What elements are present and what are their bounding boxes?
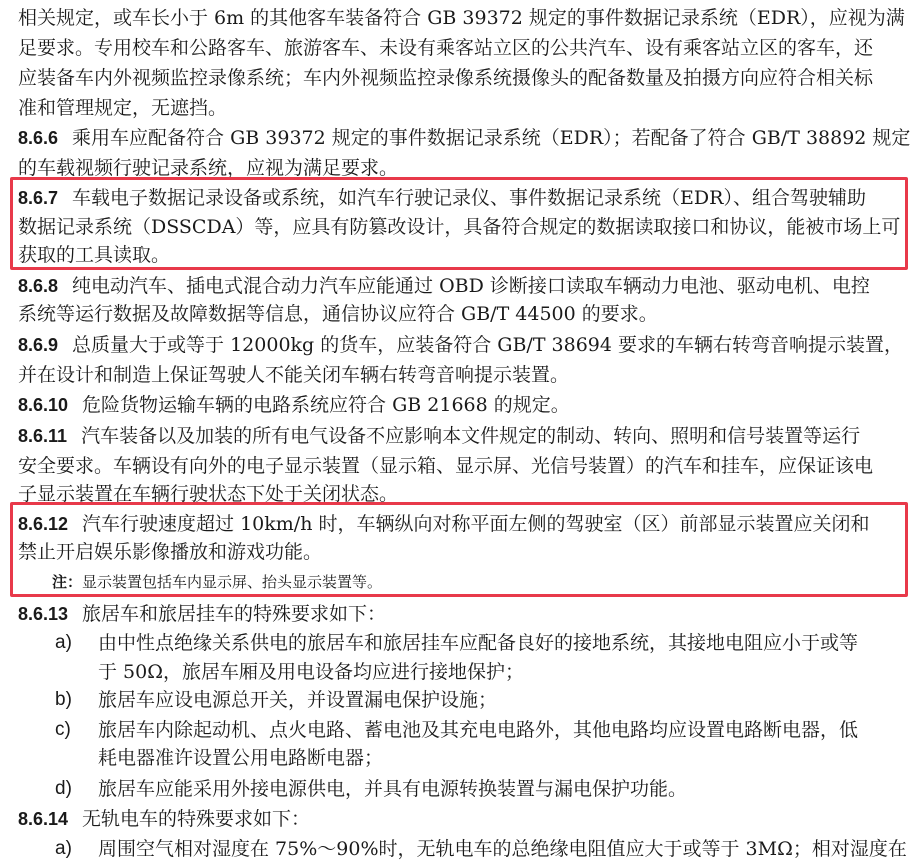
list-item-text: 耗电器准许设置公用电路断电器；: [98, 747, 384, 769]
clause-text: 无轨电车的特殊要求如下：: [82, 808, 311, 830]
list-item-text: 周围空气相对湿度在 75%～90%时，无轨电车的总绝缘电阻值应大于或等于 3MΩ；相对湿度在: [98, 838, 907, 860]
list-marker: d): [55, 778, 72, 799]
text-line: 准和管理规定，无遮挡。: [18, 97, 228, 119]
list-item-text: 由中性点绝缘关系供电的旅居车和旅居挂车应配备良好的接地系统，其接地电阻应小于或等: [98, 632, 859, 654]
clause-number: 8.6.10: [18, 395, 69, 415]
text-line: 禁止开启娱乐影像播放和游戏功能。: [18, 541, 323, 563]
list-marker: b): [55, 689, 72, 710]
text-line: 数据记录系统（DSSCDA）等，应具有防篡改设计，具备符合规定的数据读取接口和协议，能被市场上可: [18, 216, 901, 238]
clause-8-6-6: [18, 126, 910, 150]
text-line: 应装备车内外视频监控录像系统；车内外视频监控录像系统摄像头的配备数量及拍摄方向应符合相关标: [18, 67, 874, 89]
note-text: 显示装置包括车内显示屏、抬头显示装置等。: [82, 573, 383, 591]
clause-8-6-12: [18, 512, 869, 536]
list-marker: a): [55, 838, 72, 859]
clause-text: 汽车行驶速度超过 10km/h 时，车辆纵向对称平面左侧的驾驶室（区）前部显示装置应关闭和: [82, 513, 870, 535]
clause-text: 乘用车应配备符合 GB 39372 规定的事件数据记录系统（EDR）；若配备了符合 GB/T 38892 规定: [72, 127, 911, 149]
text-line: 安全要求。车辆设有向外的电子显示装置（显示箱、显示屏、光信号装置）的汽车和挂车，应保证该电: [18, 455, 874, 477]
clause-8-6-13: [18, 602, 386, 626]
text-line: 子显示装置在车辆行驶状态下处于关闭状态。: [18, 483, 399, 505]
note: [52, 572, 382, 592]
clause-number: 8.6.9: [18, 335, 59, 355]
list-marker: a): [55, 632, 72, 653]
clause-text: 旅居车和旅居挂车的特殊要求如下：: [82, 603, 387, 625]
list-item-text: 旅居车应设电源总开关，并设置漏电保护设施；: [98, 689, 498, 711]
clause-text: 危险货物运输车辆的电路系统应符合 GB 21668 的规定。: [82, 394, 570, 416]
clause-number: 8.6.12: [18, 514, 69, 534]
clause-text: 纯电动汽车、插电式混合动力汽车应能通过 OBD 诊断接口读取车辆动力电池、驱动电机、电控: [72, 275, 870, 297]
clause-number: 8.6.13: [18, 604, 69, 624]
clause-number: 8.6.6: [18, 128, 59, 148]
clause-8-6-11: [18, 424, 860, 448]
clause-number: 8.6.7: [18, 188, 59, 208]
clause-8-6-14: [18, 807, 310, 831]
note-label: 注：: [52, 573, 83, 591]
clause-number: 8.6.8: [18, 276, 59, 296]
clause-number: 8.6.11: [18, 426, 68, 446]
text-line: 系统等运行数据及故障数据等信息，通信协议应符合 GB/T 44500 的要求。: [18, 303, 658, 325]
list-item-text: 于 50Ω，旅居车厢及用电设备均应进行接地保护；: [98, 661, 524, 683]
clause-8-6-10: [18, 393, 570, 417]
text-line: 的车载视频行驶记录系统，应视为满足要求。: [18, 157, 399, 179]
clause-8-6-7: [18, 186, 866, 210]
text-line: 获取的工具读取。: [18, 244, 171, 266]
list-item-text: 旅居车应能采用外接电源供电，并具有电源转换装置与漏电保护功能。: [98, 778, 688, 800]
list-item-text: 旅居车内除起动机、点火电路、蓄电池及其充电电路外，其他电路均应设置电路断电器，低: [98, 719, 859, 741]
clause-text: 车载电子数据记录设备或系统，如汽车行驶记录仪、事件数据记录系统（EDR）、组合驾驶辅助: [72, 187, 866, 209]
text-line: 足要求。专用校车和公路客车、旅游客车、未设有乘客站立区的公共汽车、设有乘客站立区的客车，还: [18, 37, 874, 59]
clause-number: 8.6.14: [18, 809, 69, 829]
list-marker: c): [55, 719, 71, 740]
clause-text: 汽车装备以及加装的所有电气设备不应影响本文件规定的制动、转向、照明和信号装置等运行: [81, 425, 861, 447]
clause-8-6-9: [18, 333, 903, 357]
text-line: 相关规定，或车长小于 6m 的其他客车装备符合 GB 39372 规定的事件数据记录系统（EDR），应视为满: [18, 7, 905, 29]
clause-8-6-8: [18, 274, 870, 298]
clause-text: 总质量大于或等于 12000kg 的货车，应装备符合 GB/T 38694 要求的车辆右转弯音响提示装置，: [72, 334, 904, 356]
text-line: 并在设计和制造上保证驾驶人不能关闭车辆右转弯音响提示装置。: [18, 364, 570, 386]
